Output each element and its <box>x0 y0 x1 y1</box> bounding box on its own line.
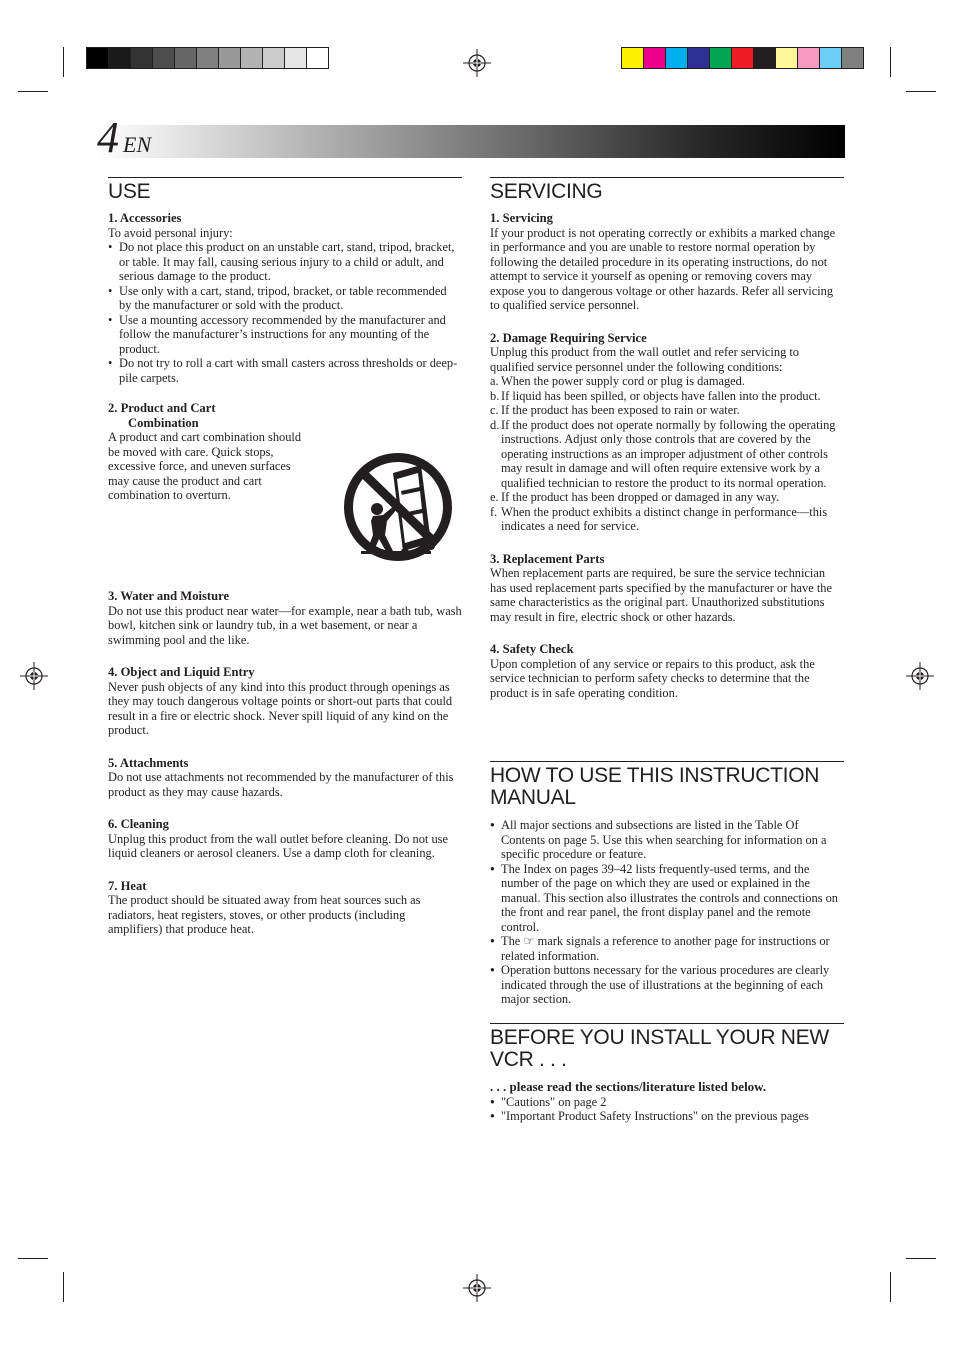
servicing-section <box>490 177 844 700</box>
list-letter: f. <box>490 504 498 519</box>
list-letter: c. <box>490 403 499 417</box>
accessories-list <box>108 240 462 385</box>
crop-mark <box>890 1272 891 1302</box>
list-item <box>490 418 844 491</box>
process-color-swatch <box>842 47 864 69</box>
cart-heading <box>108 401 462 430</box>
water-heading: 3. Water and Moisture <box>108 589 230 603</box>
attachments-text: Do not use attachments not recommended by the manufacturer of this product as they may cause hazards. <box>108 770 454 799</box>
damage-heading: 2. Damage Requiring Service <box>490 330 647 345</box>
list-letter: b. <box>490 388 500 403</box>
list-item: ● Operation buttons necessary for the various procedures are clearly indicated through the use of illustrations at the beginning of each major section. <box>490 963 844 1007</box>
howto-title-line1: HOW TO USE THIS INSTRUCTION <box>490 764 820 787</box>
list-letter: e. <box>490 490 499 504</box>
list-text: If the product has been exposed to rain or water. <box>501 403 740 417</box>
grayscale-swatch <box>153 47 175 69</box>
list-item <box>490 403 844 418</box>
before-install-section <box>490 1023 844 1124</box>
grayscale-swatch <box>263 47 285 69</box>
water-text: Do not use this product near water—for example, near a bath tub, wash bowl, kitchen sink or laundry tub, in a wet basement, or near a swimming pool and the like. <box>108 603 462 647</box>
list-item: ● The ☞ mark signals a reference to another page for instructions or related information. <box>490 934 844 963</box>
list-item: • Use a mounting accessory recommended by the manufacturer and follow the manufacturer’s instructions for any mounting of the product. <box>108 313 462 357</box>
list-item <box>490 505 844 534</box>
section-title-servicing: SERVICING <box>490 177 844 203</box>
before-title-line1: BEFORE YOU INSTALL YOUR NEW <box>490 1026 829 1049</box>
section-title-howto <box>490 761 844 809</box>
grayscale-swatch <box>219 47 241 69</box>
page-number <box>97 113 151 170</box>
page-language: EN <box>123 132 152 157</box>
heat-text: The product should be situated away from heat sources such as radiators, heat registers, stoves, or other products (including amplifiers) that produce heat. <box>108 893 421 936</box>
registration-mark-icon <box>906 662 934 690</box>
accessories-heading: 1. Accessories <box>108 211 182 225</box>
damage-intro: Unplug this product from the wall outlet and refer servicing to qualified service personnel under the following conditions: <box>490 345 799 374</box>
cart-heading-line2: Combination <box>128 415 199 430</box>
before-subheading: . . . please read the sections/literature listed below. <box>490 1079 767 1094</box>
process-color-swatch <box>798 47 820 69</box>
process-color-bar <box>621 47 864 69</box>
registration-mark-icon <box>463 49 491 77</box>
section-title-use: USE <box>108 177 462 203</box>
list-item: • Do not place this product on an unstable cart, stand, tripod, bracket, or table. It may fall, causing serious injury to a child or adult, and serious damage to the product. <box>108 240 462 284</box>
safety-check-text: Upon completion of any service or repairs to this product, ask the service technician to perform safety checks to determine that the product is in safe operating condition. <box>490 656 815 700</box>
cart-heading-line1: 2. Product and Cart <box>108 401 216 415</box>
object-heading: 4. Object and Liquid Entry <box>108 665 255 679</box>
list-letter: d. <box>490 417 500 432</box>
crop-mark <box>18 1258 48 1259</box>
list-item: ● "Cautions" on page 2 <box>490 1095 844 1110</box>
process-color-swatch <box>732 47 754 69</box>
grayscale-swatch <box>307 47 329 69</box>
crop-mark <box>63 1272 64 1302</box>
list-text: If the product does not operate normally by following the operating instructions. Adjust only those controls that are covered by the operating instructions as an improper adjustment of other controls may result in damage and will often require extensive work by a qualified technician to restore the product to its normal operation. <box>501 417 836 490</box>
process-color-swatch <box>621 47 644 69</box>
cleaning-text: Unplug this product from the wall outlet before cleaning. Do not use liquid cleaners or aerosol cleaners. Use a damp cloth for cleaning. <box>108 831 448 860</box>
cleaning-heading: 6. Cleaning <box>108 817 169 831</box>
servicing-heading: 1. Servicing <box>490 211 553 225</box>
grayscale-swatch <box>285 47 307 69</box>
section-title-before-install <box>490 1023 844 1071</box>
howto-list <box>490 818 844 1007</box>
grayscale-swatch <box>109 47 131 69</box>
howto-section <box>490 761 844 1007</box>
cart-text: A product and cart combination should be moved with care. Quick stops, excessive force, and uneven surfaces may cause the product and cart combination to overturn. <box>108 430 302 502</box>
list-item: • Do not try to roll a cart with small casters across thresholds or deep-pile carpets. <box>108 356 462 385</box>
object-text: Never push objects of any kind into this product through openings as they may touch dangerous voltage points or short-out parts that could result in a fire or electric shock. Never spill liquid of any kind on the product. <box>108 679 453 737</box>
page-header-gradient-bar <box>97 125 845 158</box>
process-color-swatch <box>688 47 710 69</box>
before-title-line2: VCR . . . <box>490 1048 567 1071</box>
page-number-value: 4 <box>97 113 119 162</box>
process-color-swatch <box>710 47 732 69</box>
grayscale-swatch <box>197 47 219 69</box>
registration-mark-icon <box>463 1274 491 1302</box>
list-item <box>490 374 844 389</box>
process-color-swatch <box>820 47 842 69</box>
grayscale-swatch <box>131 47 153 69</box>
crop-mark <box>906 91 936 92</box>
grayscale-swatch <box>86 47 109 69</box>
heat-heading: 7. Heat <box>108 878 147 893</box>
crop-mark <box>63 47 64 77</box>
servicing-text: If your product is not operating correctly or exhibits a marked change in performance and you are unable to restore normal operation by following the detailed procedure in its operating instructions, do not attempt to service it yourself as opening or removing covers may expose you to dangerous voltage or other hazards. Refer all servicing to qualified service personnel. <box>490 225 836 312</box>
crop-mark <box>906 1258 936 1259</box>
damage-list <box>490 374 844 534</box>
replacement-text: When replacement parts are required, be sure the service technician has used replacement parts specified by the manufacturer or have the same characteristics as the original part. Unauthorized substitutions may result in fire, electric shock or other hazards. <box>490 566 832 624</box>
process-color-swatch <box>776 47 798 69</box>
process-color-swatch <box>666 47 688 69</box>
crop-mark <box>890 47 891 77</box>
cart-tip-over-warning-icon <box>343 451 453 563</box>
attachments-heading: 5. Attachments <box>108 755 189 770</box>
list-text: If liquid has been spilled, or objects have fallen into the product. <box>501 388 821 403</box>
crop-mark <box>18 91 48 92</box>
process-color-swatch <box>754 47 776 69</box>
list-item: ● "Important Product Safety Instructions" on the previous pages <box>490 1109 844 1124</box>
registration-mark-icon <box>20 662 48 690</box>
accessories-intro: To avoid personal injury: <box>108 225 233 240</box>
list-item: • Use only with a cart, stand, tripod, bracket, or table recommended by the manufacturer or sold with the product. <box>108 284 462 313</box>
replacement-heading: 3. Replacement Parts <box>490 551 605 566</box>
list-letter: a. <box>490 374 499 388</box>
list-text: If the product has been dropped or damaged in any way. <box>501 490 780 504</box>
grayscale-color-bar <box>86 47 329 69</box>
grayscale-swatch <box>175 47 197 69</box>
list-item: ● The Index on pages 39–42 lists frequently-used terms, and the number of the page on which they are used or explained in the manual. This section also illustrates the controls and connections on the front and rear panel, the front display panel and the remote control. <box>490 862 844 935</box>
process-color-swatch <box>644 47 666 69</box>
list-item <box>490 389 844 404</box>
list-item: ● All major sections and subsections are listed in the Table Of Contents on page 5. Use this when searching for information on a specific procedure or feature. <box>490 818 844 862</box>
list-item <box>490 490 844 505</box>
list-text: When the power supply cord or plug is damaged. <box>501 374 745 388</box>
grayscale-swatch <box>241 47 263 69</box>
before-list <box>490 1095 844 1124</box>
list-text: When the product exhibits a distinct change in performance—this indicates a need for service. <box>501 504 828 533</box>
safety-check-heading: 4. Safety Check <box>490 642 574 656</box>
howto-title-line2: MANUAL <box>490 786 576 809</box>
